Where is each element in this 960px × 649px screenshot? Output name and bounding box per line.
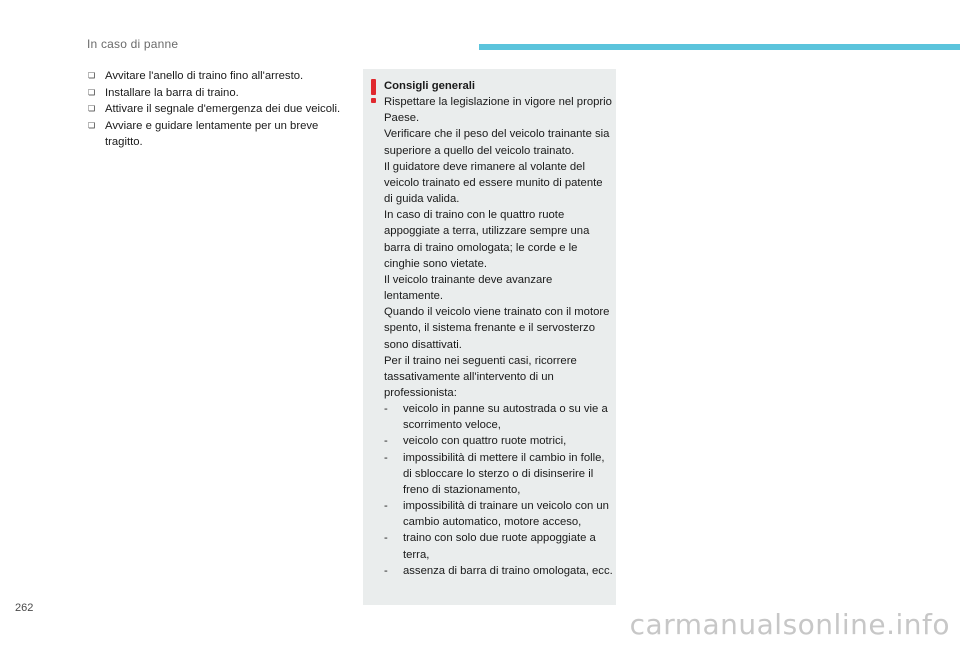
note-list-item (384, 530, 613, 562)
warning-exclamation-icon (371, 79, 377, 103)
note-paragraph: In caso di traino con le quattro ruote appoggiate a terra, utilizzare sempre una barra di traino omologata; le corde e le cinghie sono vietate. (384, 209, 590, 270)
dash-marker: - (384, 564, 388, 577)
dash-marker: - (384, 500, 388, 513)
note-paragraph: Rispettare la legislazione in vigore nel proprio Paese. (384, 96, 612, 125)
checkbox-bullet-icon: ❏ (88, 87, 96, 97)
dash-marker: - (384, 435, 388, 448)
note-paragraph: Il veicolo trainante deve avanzare lentamente. (384, 273, 553, 303)
dash-marker: - (384, 532, 388, 545)
general-advice-note (363, 69, 616, 605)
step-text: Avvitare l'anello di traino fino all'arresto. (105, 70, 304, 82)
checkbox-bullet-icon: ❏ (88, 120, 96, 130)
note-list-item (384, 401, 613, 433)
step-item (88, 85, 353, 102)
page-number: 262 (15, 602, 34, 614)
steps-list (88, 68, 353, 151)
note-list-text: traino con solo due ruote appoggiate a terra, (403, 532, 596, 561)
note-list-text: impossibilità di trainare un veicolo con un cambio automatico, motore acceso, (403, 500, 609, 529)
note-content (384, 78, 613, 579)
note-paragraph: Per il traino nei seguenti casi, ricorrere tassativamente all'intervento di un professionista: (384, 354, 577, 399)
note-list-item (384, 498, 613, 530)
section-title: In caso di panne (87, 37, 179, 51)
dash-marker: - (384, 451, 388, 464)
step-item (88, 101, 353, 118)
note-paragraph: Il guidatore deve rimanere al volante del veicolo trainato ed essere munito di patente di guida valida. (384, 160, 603, 206)
note-list-text: veicolo con quattro ruote motrici, (403, 435, 567, 448)
step-text: Avviare e guidare lentamente per un breve tragitto. (105, 119, 319, 149)
note-title: Consigli generali (384, 80, 476, 92)
note-list (384, 401, 613, 579)
checkbox-bullet-icon: ❏ (88, 71, 96, 80)
note-list-text: veicolo in panne su autostrada o su vie a scorrimento veloce, (403, 403, 608, 432)
step-item (88, 68, 353, 85)
note-paragraph: Quando il veicolo viene trainato con il motore spento, il sistema frenante e il servosterzo sono disattivati. (384, 306, 610, 351)
step-text: Installare la barra di traino. (105, 86, 239, 99)
step-text: Attivare il segnale d'emergenza dei due veicoli. (105, 103, 341, 116)
header-rule (479, 44, 960, 50)
note-paragraph: Verificare che il peso del veicolo trainante sia superiore a quello del veicolo trainato. (384, 128, 610, 157)
dash-marker: - (384, 403, 388, 416)
note-list-item (384, 563, 613, 579)
note-list-item (384, 450, 613, 498)
note-list-text: assenza di barra di traino omologata, ecc. (403, 564, 613, 577)
note-list-item (384, 433, 613, 449)
watermark: carmanualsonline.info (629, 608, 950, 641)
step-item (88, 118, 353, 151)
note-list-text: impossibilità di mettere il cambio in folle, di sbloccare lo sterzo o di disinserire il freno di stazionamento, (403, 451, 605, 496)
checkbox-bullet-icon: ❏ (88, 104, 96, 114)
